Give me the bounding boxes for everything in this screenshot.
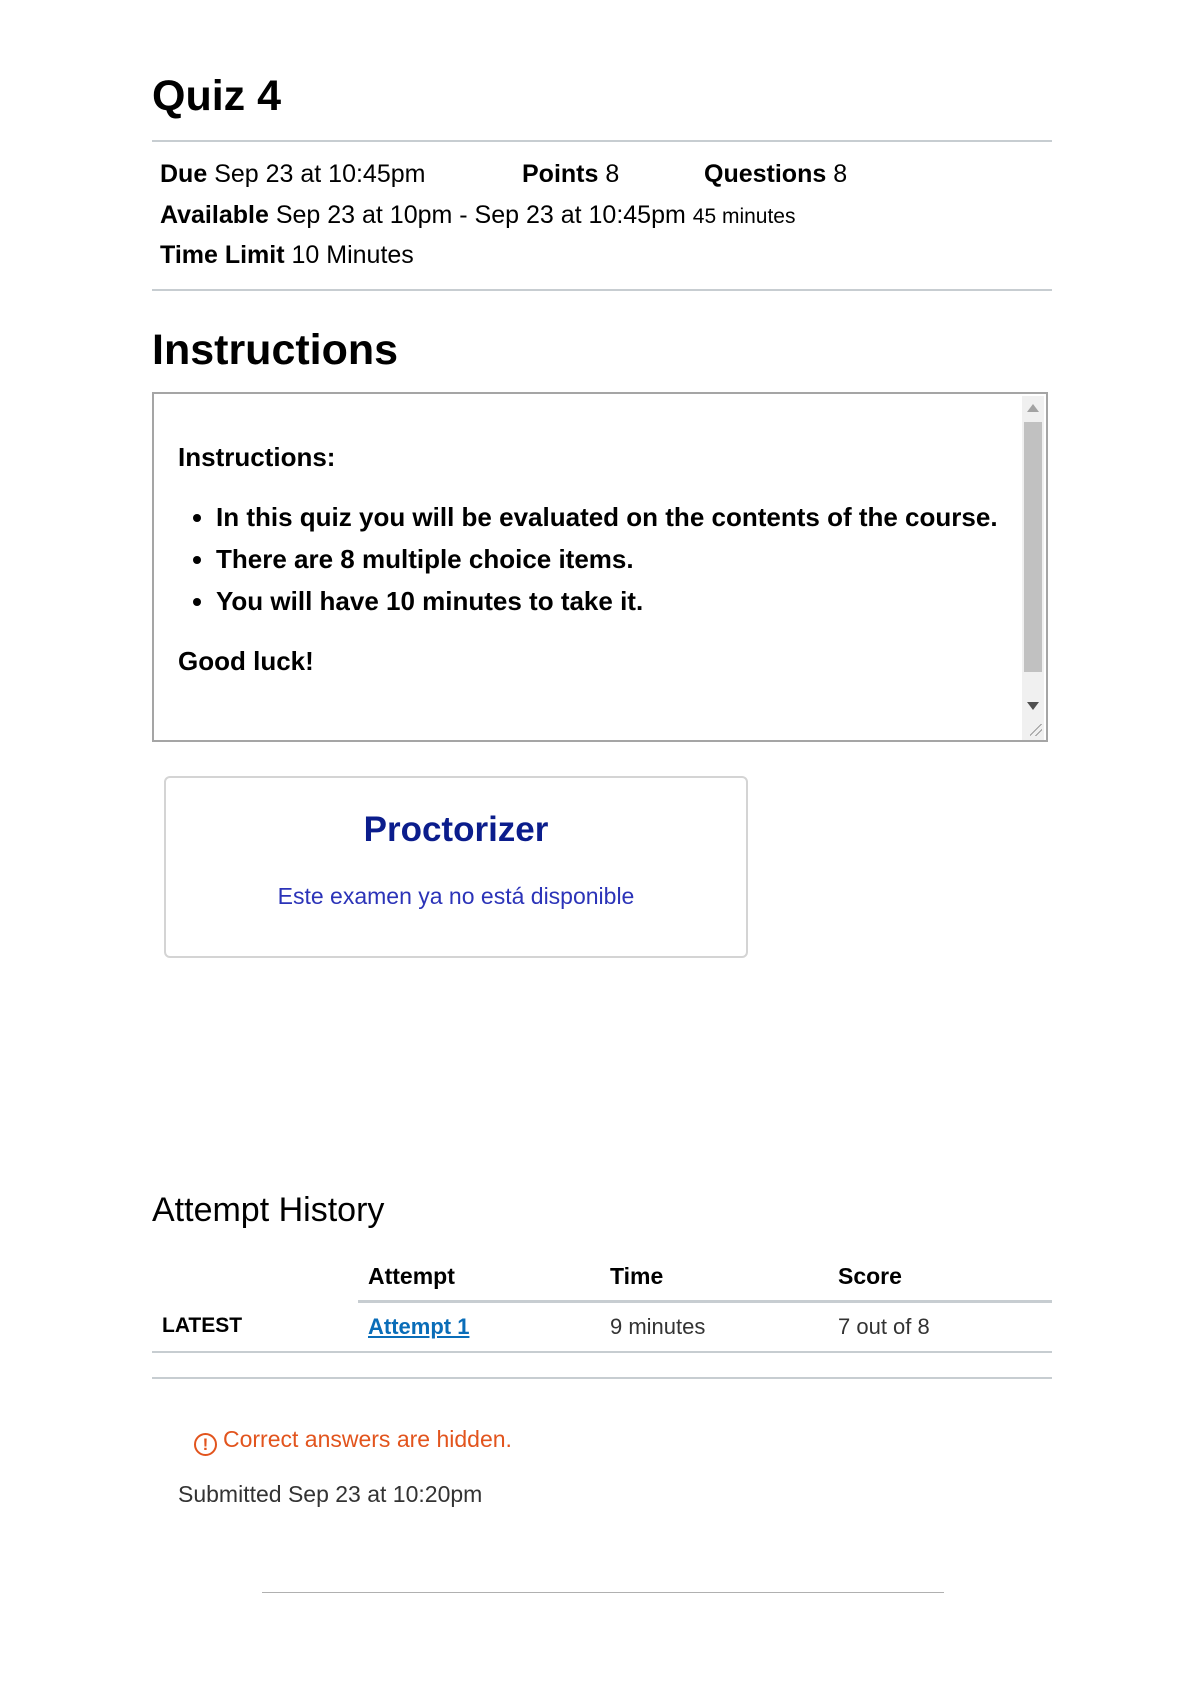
header-cell-blank [152,1252,358,1302]
instructions-box[interactable] [152,392,1048,742]
quiz-details-row-3 [160,240,414,270]
attempt-history-table [152,1252,1052,1353]
hidden-answers-notice [194,1424,512,1456]
resize-grip-icon[interactable] [1030,724,1042,736]
instructions-content [178,436,1038,682]
row-attempt-cell [358,1302,600,1353]
instructions-heading: Instructions [152,326,399,374]
scroll-down-arrow-icon[interactable] [1027,702,1039,710]
instructions-intro: Instructions: [178,442,336,472]
divider-details [152,289,1052,291]
questions-detail [704,159,847,189]
time-limit-label: Time Limit [160,241,285,269]
points-label: Points [522,160,599,188]
scroll-up-arrow-icon[interactable] [1027,404,1039,412]
instructions-item: • You will have 10 minutes to take it. [216,580,1038,622]
instructions-closing: Good luck! [178,646,314,676]
points-detail [522,159,619,189]
attempt-1-link[interactable]: Attempt 1 [368,1314,470,1339]
instructions-list [178,496,1038,622]
proctorizer-title: Proctorizer [363,810,549,849]
hidden-answers-text: Correct answers are hidden. [223,1426,512,1452]
scroll-thumb[interactable] [1024,422,1042,672]
header-score: Score [828,1252,1052,1302]
divider-top [152,140,1052,142]
instructions-item: • In this quiz you will be evaluated on the contents of the course. [216,496,1038,538]
instructions-scrollbar[interactable] [1022,396,1044,740]
available-value: Sep 23 at 10pm - Sep 23 at 10:45pm [275,201,686,229]
quiz-details-row-2 [160,200,796,232]
proctorizer-message: Este examen ya no está disponible [277,883,635,909]
due-value: Sep 23 at 10:45pm [214,160,426,188]
table-header-row [152,1252,1052,1302]
due-label: Due [160,160,208,188]
questions-value: 8 [833,160,848,188]
points-value: 8 [605,160,620,188]
header-attempt: Attempt [358,1252,600,1302]
row-time: 9 minutes [600,1302,828,1353]
available-duration: 45 minutes [692,205,796,228]
questions-label: Questions [704,160,827,188]
row-latest-label: LATEST [152,1302,358,1353]
row-score: 7 out of 8 [828,1302,1052,1353]
attempt-history-heading: Attempt History [152,1191,385,1229]
divider-footer [262,1592,944,1593]
proctorizer-card [164,776,748,958]
divider-history [152,1377,1052,1379]
quiz-details-row-1 [160,159,425,189]
time-limit-value: 10 Minutes [291,241,414,269]
table-row [152,1302,1052,1353]
available-label: Available [160,201,269,229]
header-time: Time [600,1252,828,1302]
instructions-item: • There are 8 multiple choice items. [216,538,1038,580]
warning-icon: ! [194,1433,217,1456]
submitted-timestamp: Submitted Sep 23 at 10:20pm [178,1481,483,1507]
quiz-title: Quiz 4 [152,72,282,120]
